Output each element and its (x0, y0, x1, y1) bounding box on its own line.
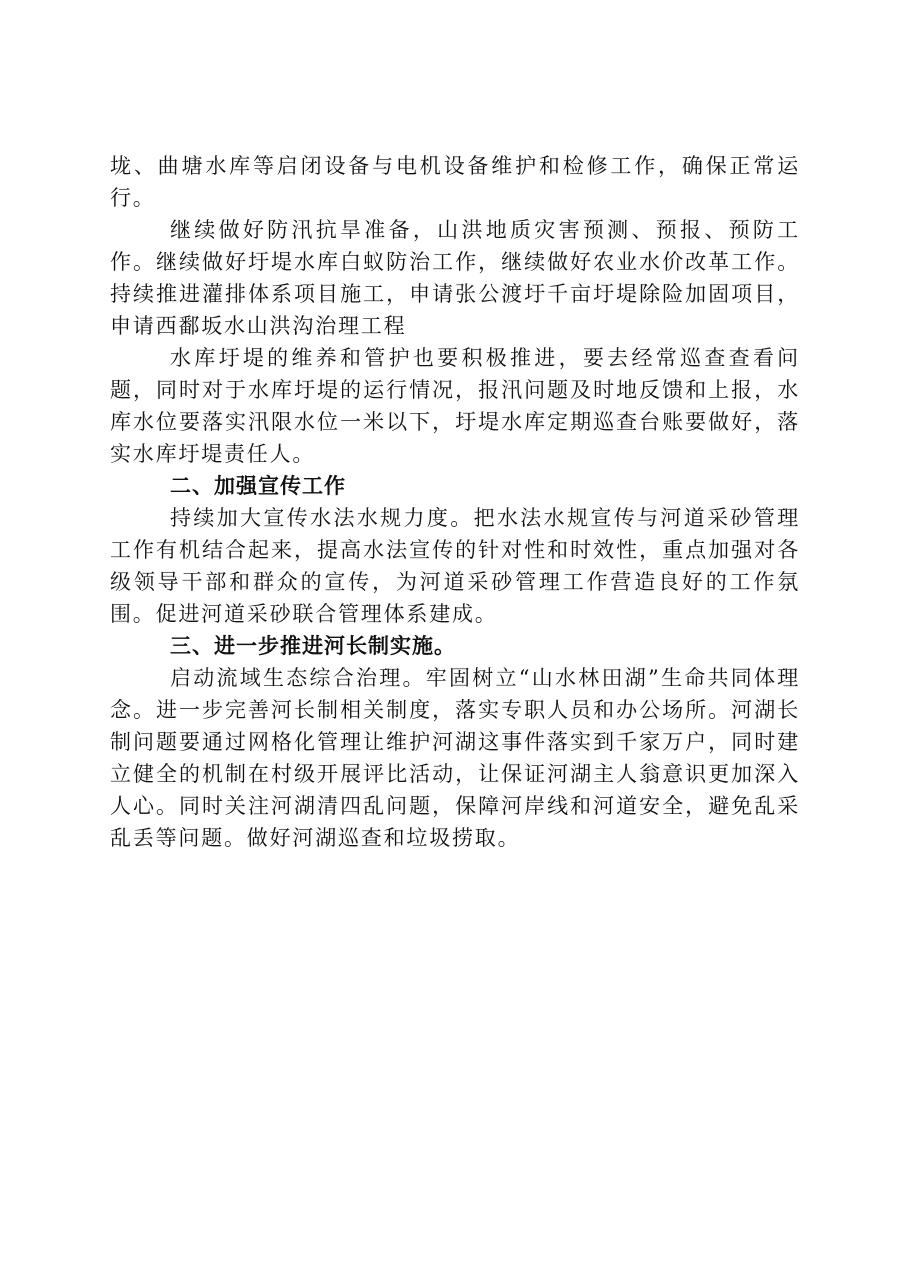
paragraph-river-chief: 启动流域生态综合治理。牢固树立“山水林田湖”生命共同体理念。进一步完善河长制相关制度，落实专职人员和办公场所。河湖长制问题要通过网格化管理让维护河湖这事件落实到千家万户，同时建立健全的机制在村级开展评比活动，让保证河湖主人翁意识更加深入人心。同时关注河湖清四乱问题，保障河岸线和河道安全，避免乱采乱丢等问题。做好河湖巡查和垃圾捞取。 (110, 666, 800, 850)
document-body (110, 150, 800, 854)
paragraph-equipment-maintenance: 垅、曲塘水库等启闭设备与电机设备维护和检修工作，确保正常运行。 (110, 154, 800, 210)
paragraph-reservoir-management: 水库圩堤的维养和管护也要积极推进，要去经常巡查查看问题，同时对于水库圩堤的运行情况，报汛问题及时地反馈和上报，水库水位要落实汛限水位一米以下，圩堤水库定期巡查台账要做好，落实水库圩堤责任人。 (110, 346, 800, 466)
paragraph-flood-prevention: 继续做好防汛抗旱准备，山洪地质灾害预测、预报、预防工作。继续做好圩堤水库白蚁防治工作，继续做好农业水价改革工作。持续推进灌排体系项目施工，申请张公渡圩千亩圩堤除险加固项目，申请西鄱坂水山洪沟治理工程 (110, 218, 800, 338)
section-heading-river-chief: 三、进一步推进河长制实施。 (170, 634, 456, 658)
section-heading-publicity: 二、加强宣传工作 (170, 474, 346, 498)
paragraph-publicity: 持续加大宣传水法水规力度。把水法水规宣传与河道采砂管理工作有机结合起来，提高水法宣传的针对性和时效性，重点加强对各级领导干部和群众的宣传，为河道采砂管理工作营造良好的工作氛围。促进河道采砂联合管理体系建成。 (110, 506, 800, 626)
